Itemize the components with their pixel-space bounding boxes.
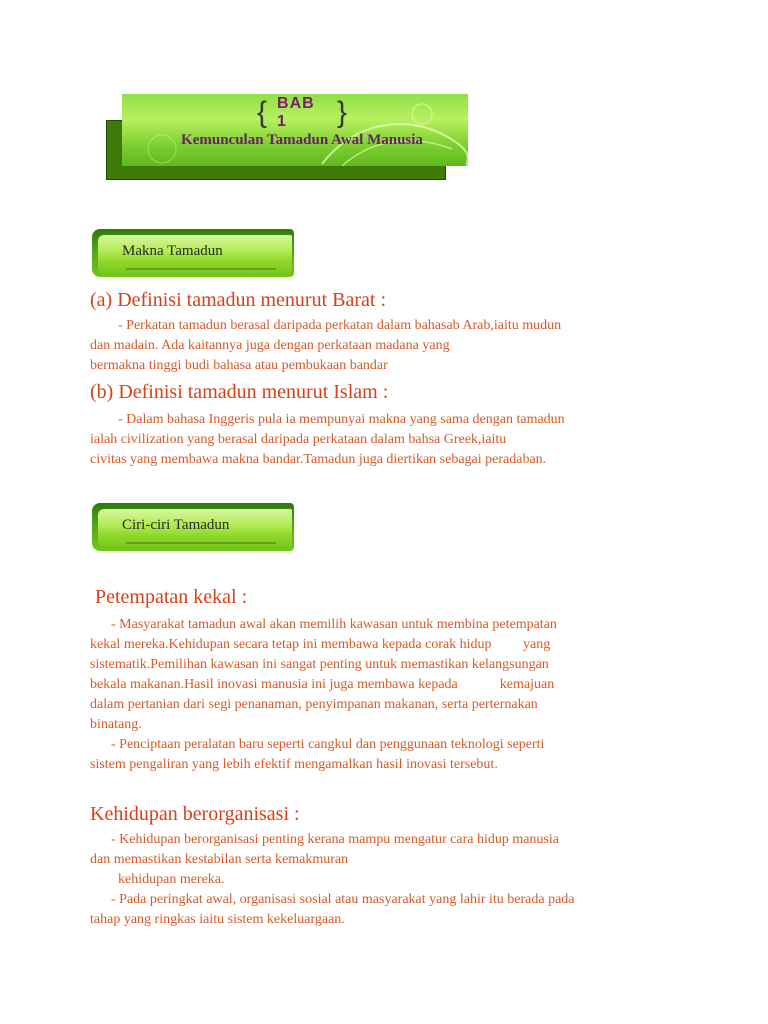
text-line: dan madain. Ada kaitannya juga dengan perkataan madana yang bbox=[90, 338, 450, 353]
text-line: - Masyarakat tamadun awal akan memilih kawasan untuk membina petempatan bbox=[90, 617, 557, 632]
ciri-tamadun-label: Ciri-ciri Tamadun bbox=[122, 517, 230, 533]
right-brace-icon: } bbox=[336, 96, 347, 129]
bab-title bbox=[257, 95, 347, 130]
text-line: - Pada peringkat awal, organisasi sosial atau masyarakat yang lahir itu berada pada bbox=[90, 892, 575, 907]
makna-tamadun-label: Makna Tamadun bbox=[122, 243, 223, 259]
text-line: sistem pengaliran yang lebih efektif mengamalkan hasil inovasi tersebut. bbox=[90, 757, 498, 772]
text-line: civitas yang membawa makna bandar.Tamadun juga diertikan sebagai peradaban. bbox=[90, 452, 547, 467]
text-line: - Penciptaan peralatan baru seperti cangkul dan penggunaan teknologi seperti bbox=[90, 737, 545, 752]
barat-paragraph bbox=[90, 316, 690, 376]
text-line: kekal mereka.Kehidupan secara tetap ini membawa kepada corak hidup yang bbox=[90, 637, 551, 652]
chapter-banner bbox=[122, 94, 468, 166]
barat-heading: (a) Definisi tamadun menurut Barat : bbox=[90, 289, 387, 311]
banner-subtitle: Kemunculan Tamadun Awal Manusia bbox=[181, 132, 423, 148]
bab-label: BAB 1 bbox=[277, 95, 315, 130]
text-line: - Kehidupan berorganisasi penting kerana mampu mengatur cara hidup manusia bbox=[90, 832, 559, 847]
petempatan-paragraph bbox=[90, 615, 690, 775]
makna-tamadun-tab bbox=[92, 229, 294, 277]
text-line: binatang. bbox=[90, 717, 142, 732]
text-line: tahap yang ringkas iaitu sistem kekeluargaan. bbox=[90, 912, 345, 927]
organisasi-paragraph bbox=[90, 830, 690, 930]
text-line: bermakna tinggi budi bahasa atau pembukaan bandar bbox=[90, 358, 388, 373]
islam-paragraph bbox=[90, 410, 690, 470]
text-line: sistematik.Pemilihan kawasan ini sangat penting untuk memastikan kelangsungan bbox=[90, 657, 549, 672]
text-line: dalam pertanian dari segi penanaman, penyimpanan makanan, serta perternakan bbox=[90, 697, 538, 712]
text-line: ialah civilization yang berasal daripada perkataan dalam bahsa Greek,iaitu bbox=[90, 432, 507, 447]
text-line: bekala makanan.Hasil inovasi manusia ini juga membawa kepada kemajuan bbox=[90, 677, 555, 692]
left-brace-icon: { bbox=[257, 96, 268, 129]
text-line: - Perkatan tamadun berasal daripada perkatan dalam bahasab Arab,iaitu mudun bbox=[90, 318, 562, 333]
organisasi-heading: Kehidupan berorganisasi : bbox=[90, 803, 300, 825]
text-line: kehidupan mereka. bbox=[90, 872, 225, 887]
islam-heading: (b) Definisi tamadun menurut Islam : bbox=[90, 381, 389, 403]
ciri-tamadun-tab bbox=[92, 503, 294, 551]
petempatan-heading: Petempatan kekal : bbox=[95, 586, 248, 608]
text-line: - Dalam bahasa Inggeris pula ia mempunyai makna yang sama dengan tamadun bbox=[90, 412, 565, 427]
text-line: dan memastikan kestabilan serta kemakmuran bbox=[90, 852, 349, 867]
